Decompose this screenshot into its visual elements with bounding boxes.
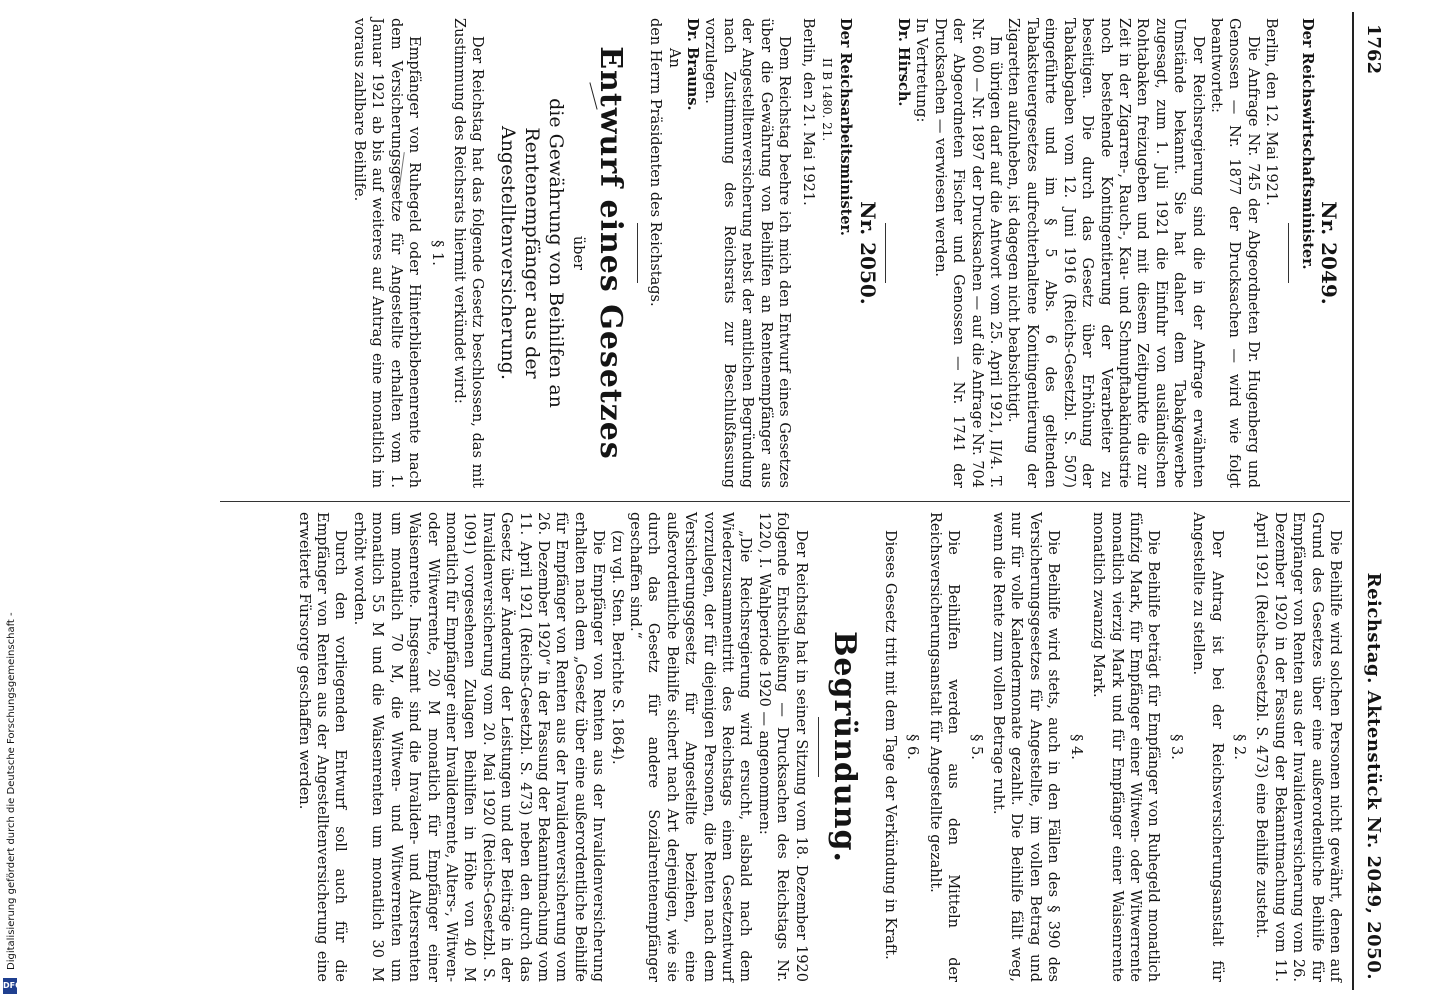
page-header bbox=[1356, 12, 1386, 990]
section-3-heading: § 3. bbox=[1167, 734, 1184, 760]
separator bbox=[637, 223, 638, 283]
section-2-text: Der Antrag ist bei der Reichsversicherungsanstalt für Angestellte zu stellen. bbox=[1190, 512, 1225, 982]
begruendung-para-1: Der Reichstag hat in seiner Sitzung vom 18. Dezember 1920 folgende Entschließung — Drucksachen des Reichstags Nr. 1220, I. Wahlperiode 1920 — angenommen: bbox=[755, 512, 809, 982]
header-rule bbox=[1352, 12, 1354, 990]
section-6-text: Dieses Gesetz tritt mit dem Tage der Verkündung in Kraft. bbox=[882, 530, 899, 960]
nr2049-body-1: Der Reichsregierung sind die in der Anfrage erwähnten Umstände bekannt. Sie hat daher dem Tabakgewerbe zugesagt, zum 1. Juli 1921 die Einfuhr von ausländischen Rohtabaken freizugeben und mit diesem Zeitpunkte die zur Zeit in der Zigarren-, Rauch-, Kau- und Schnupftabakindustrie noch bestehende Kontingentierung der Verarbeiter zu beseitigen. Die durch das Gesetz über Erhöhung der Tabakabgaben vom 12. Juni 1916 (Reichs-Gesetzbl. S. 507) eingeführte und im § 5 Abs. 6 des geltenden Tabaksteuergesetzes aufrechterhaltene Kontingentierung der Zigaretten aufzuheben, ist dagegen nicht beabsichtigt. bbox=[1005, 18, 1206, 488]
section-1-heading: § 1. bbox=[428, 240, 445, 266]
nr2050-signature: Dr. Brauns. bbox=[684, 18, 701, 111]
document-page bbox=[130, 12, 1392, 990]
nr2049-place-date: Berlin, den 12. Mai 1921. bbox=[1263, 18, 1280, 206]
nr2049-intro: Die Anfrage Nr. 745 der Abgeordneten Dr. Hugenberg und Genossen — Nr. 1877 der Drucksachen — wird wie folgt beantwortet: bbox=[1207, 18, 1261, 488]
section-1-continuation: Die Beihilfe wird solchen Personen nicht gewährt, denen auf Grund des Gesetzes über eine außerordentliche Beihilfe für Empfänger von Renten aus der Invalidenversicherung vom 26. Dezember 1920 in der Fassung der Bekanntmachung vom 11. April 1921 (Reichs-Gesetzbl. S. 473) eine Beihilfe zusteht. bbox=[1253, 512, 1343, 982]
begruendung-title: Begründung. bbox=[826, 631, 862, 863]
separator bbox=[818, 717, 819, 777]
begruendung-para-2: Die Empfänger von Renten aus der Invalidenversicherung erhalten nach dem „Gesetz über eine außerordentliche Beihilfe für Empfänger von Renten aus der Invalidenversicherung vom 26. Dezember 1920“ in der Fassung der Bekanntmachung vom 11. April 1921 (Reichs-Gesetzbl. S. 473) neben den durch das Gesetz über Änderung der Leistungen und der Beiträge in der Invalidenversicherung vom 20. Mai 1920 (Reichs-Gesetzbl. S. 1091) vorgesehenen Zulagen Beihilfen in Höhe von 40 M monatlich für Empfänger einer Invalidenrente, Alters-, Witwen- oder Witwerrente, 20 M monatlich für Empfänger einer Waisenrente. Insgesamt sind die Invaliden- und Altersrenten um monatlich 70 M, die Witwen- und Witwerrenten um monatlich 55 M und die Waisenrenten um monatlich 30 M erhöht worden. bbox=[350, 512, 607, 982]
nr2050-body: Dem Reichstag beehre ich mich den Entwurf eines Gesetzes über die Gewährung von Beihilfen an Rentenempfänger aus der Angestelltenversicherung nebst der amtlichen Begründung nach Zustimmung des Reichsrats zur Beschlußfassung vorzulegen. bbox=[702, 18, 793, 488]
addressee-an: An bbox=[665, 48, 682, 68]
begruendung-reference: (zu vgl. Sten. Berichte S. 1864). bbox=[608, 530, 625, 765]
page-number: 1762 bbox=[1363, 24, 1384, 75]
separator bbox=[1288, 223, 1289, 283]
section-4-text: Die Beihilfe wird stets, auch in den Fällen des § 390 des Versicherungsgesetzes für Angestellte, im vollen Betrag und nur für volle Kalendermonate gezahlt. Die Beihilfe fällt weg, wenn die Rente zum vollen Betrage ruht. bbox=[990, 512, 1062, 982]
begruendung-para-3: Durch den vorliegenden Entwurf soll auch für die Empfänger von Renten aus der Angestelltenversicherung eine erweiterte Fürsorge geschaffen werden. bbox=[295, 512, 349, 982]
nr2050-sender: Der Reichsarbeitsminister. bbox=[837, 18, 855, 236]
left-column bbox=[350, 18, 1344, 488]
section-5-heading: § 5. bbox=[967, 734, 984, 760]
separator bbox=[885, 223, 886, 283]
digitization-credit bbox=[0, 0, 20, 1000]
begruendung-quote: „Die Reichsregierung wird ersucht, alsbald nach dem Wiederzusammentritt des Reichstags einen Gesetzentwurf vorzulegen, der für diejenigen Personen, die Renten nach dem Versicherungsgesetz für Angestellte beziehen, eine außerordentliche Beihilfe sichert nach Art derjenigen, wie sie durch das Gesetz für andere Sozialrentenempfänger geschaffen sind.“ bbox=[627, 512, 754, 982]
nr2049-body-2: Im übrigen darf auf die Antwort vom 25. April 1921, II/4. T. Nr. 600 — Nr. 1897 der Drucksachen — auf die Anfrage Nr. 704 der Abgeordneten Fischer und Genossen — Nr. 1741 der Drucksachen — verwiesen werden. bbox=[931, 18, 1004, 488]
section-6-heading: § 6. bbox=[904, 734, 921, 760]
draft-law-subject: die Gewährung von Beihilfen an Rentenempfänger aus der Angestelltenversicherung. bbox=[497, 98, 568, 408]
section-3-text: Die Beihilfe beträgt für Empfänger von Ruhegeld monatlich fünfzig Mark, für Empfänger einer Witwen- oder Witwerrente monatlich vierzig Mark und für Empfänger einer Waisenrente monatlich zwanzig Mark. bbox=[1090, 512, 1162, 982]
draft-law-title: Entwurf eines Gesetzes bbox=[592, 46, 628, 460]
nr2049-title: Nr. 2049. bbox=[1317, 201, 1341, 305]
running-title: Reichstag. Aktenstück Nr. 2049, 2050. bbox=[1363, 572, 1384, 980]
nr2050-place-date: Berlin, den 21. Mai 1921. bbox=[800, 18, 817, 206]
nr2049-signature: Dr. Hirsch. bbox=[895, 18, 913, 107]
enactment-clause: Der Reichstag hat das folgende Gesetz beschlossen, das mit Zustimmung des Reichsrats hiermit verkündet wird: bbox=[450, 18, 486, 488]
nr2050-title: Nr. 2050. bbox=[855, 201, 880, 305]
dfg-logo-icon: DFG bbox=[3, 978, 17, 994]
section-4-heading: § 4. bbox=[1067, 734, 1084, 760]
draft-law-ueber: über bbox=[569, 235, 586, 271]
nr2050-reference: II B 1480. 21. bbox=[819, 58, 834, 142]
section-1-text: Empfänger von Ruhegeld oder Hinterbliebenenrente nach dem Versicherungsgesetze für Angestellte erhalten vom 1. Januar 1921 ab bis auf weiteres auf Antrag eine monatlich im voraus zahlbare Beihilfe. bbox=[350, 18, 423, 488]
credit-text: Digitalisierung gefördert durch die Deutsche Forschungsgemeinschaft - bbox=[6, 612, 17, 970]
nr2049-sender: Der Reichswirtschaftsminister. bbox=[1298, 18, 1316, 270]
nr2049-sign-role: In Vertretung: bbox=[913, 18, 930, 123]
column-divider bbox=[220, 501, 1350, 502]
section-2-heading: § 2. bbox=[1230, 734, 1247, 760]
section-5-text: Die Beihilfen werden aus den Mitteln der Reichsversicherungsanstalt für Angestellte gezahlt. bbox=[926, 512, 962, 982]
right-column bbox=[294, 512, 1344, 982]
addressee: den Herrn Präsidenten des Reichstags. bbox=[647, 18, 664, 307]
